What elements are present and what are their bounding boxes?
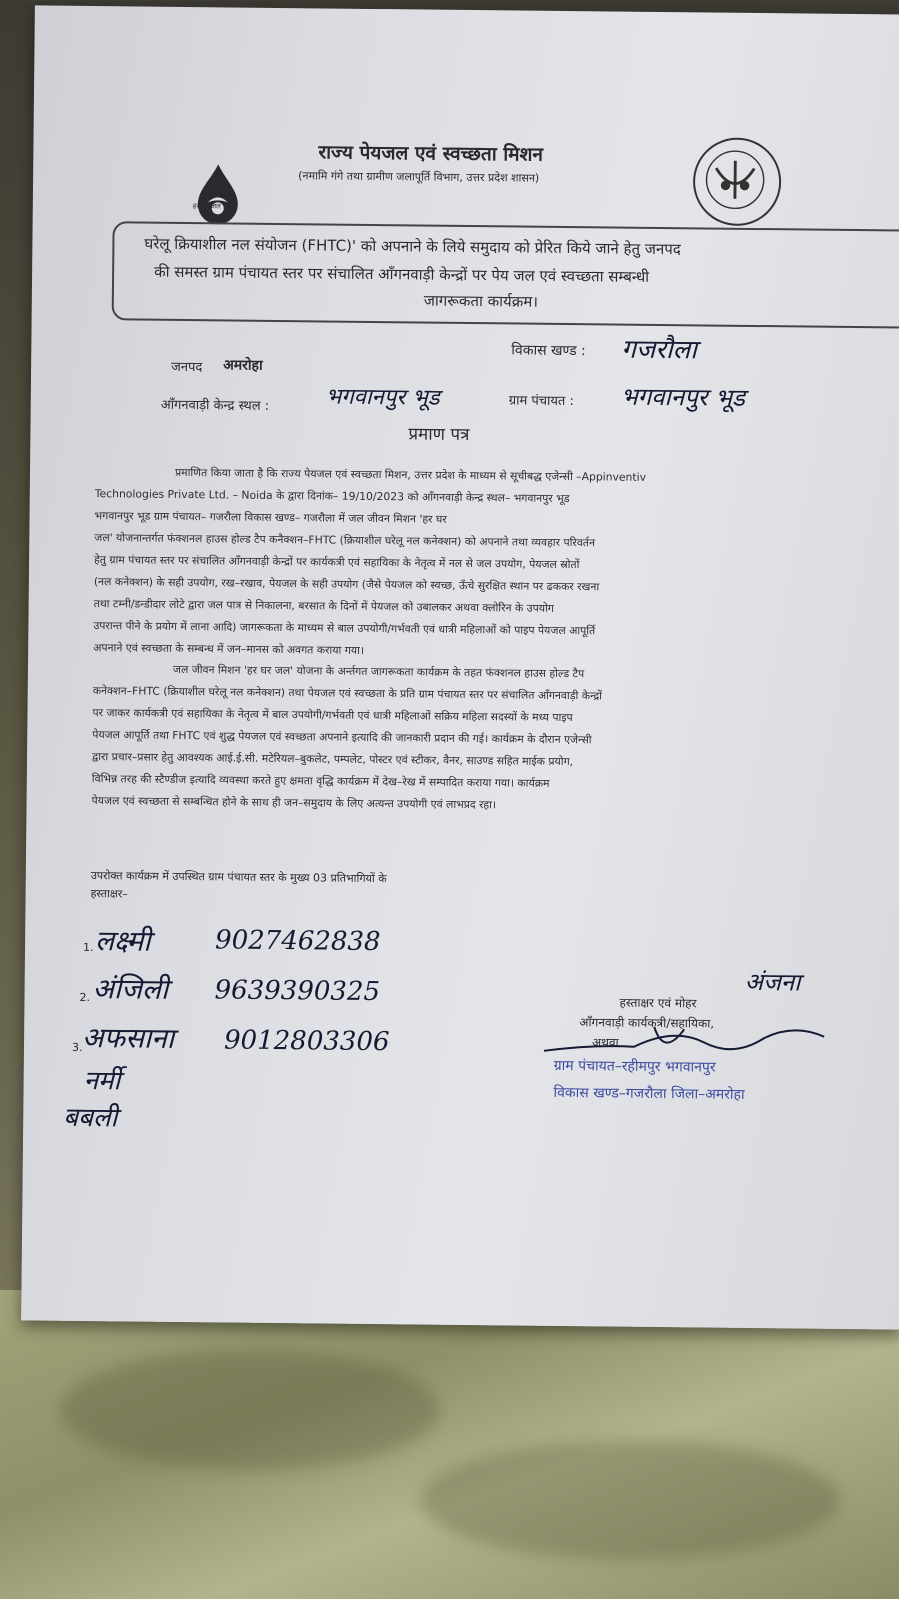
banner-line-2: की समस्त ग्राम पंचायत स्तर पर संचालित आँगनवाड़ी केन्द्रों पर पेय जल एवं स्वच्छता सम्बन्धी <box>154 262 650 286</box>
para1-line: जल' योजनान्तर्गत फंक्शनल हाउस होल्ड टैप कनैक्शन–FHTC (क्रियाशील घरेलू नल कनेक्शन) को अपनाने तथा व्यवहार परिवर्तन <box>94 531 596 550</box>
janpad-label: जनपद <box>171 359 203 376</box>
para2-line: पेयजल आपूर्ति तथा FHTC एवं शुद्ध पेयजल एवं स्वच्छता अपनाने इत्यादि की जानकारी प्रदान की गई। कार्यक्रम के दौरान एजेन्सी <box>92 728 592 747</box>
para1-line: अपनाने एवं स्वच्छता के सम्बन्ध में जन–मानस को अवगत कराया गया। <box>93 641 365 657</box>
certificate-paper <box>21 5 899 1329</box>
para1-line: भगवानपुर भूड ग्राम पंचायत– गजरौला विकास खण्ड– गजरौला में जल जीवन मिशन 'हर घर <box>94 509 447 526</box>
stamp-line-2: विकास खण्ड–गजरौला जिला–अमरोहा <box>553 1084 745 1103</box>
program-banner <box>112 221 899 328</box>
logo-left-caption: हर घर जल <box>192 202 221 211</box>
header-subtitle: (नमामि गंगे तथा ग्रामीण जलापूर्ति विभाग, उत्तर प्रदेश शासन) <box>298 169 540 185</box>
para1-line: प्रमाणित किया जाता है कि राज्य पेयजल एवं स्वच्छता मिशन, उत्तर प्रदेश के माध्यम से सूचीबद्ध एजेन्सी –Appinventiv <box>174 465 647 484</box>
para1-line: हेतु ग्राम पंचायत स्तर पर संचालित आँगनवाड़ी केन्द्रों पर कार्यकत्री एवं सहायिका के नेतृत्व में नल से जल उपयोग, पेयजल स्रोतों <box>94 553 580 572</box>
participant-name: अफसाना <box>81 1020 175 1055</box>
banner-line-3: जागरूकता कार्यक्रम। <box>423 291 539 311</box>
paragraph-2 <box>91 658 893 820</box>
participant-extra-1: नर्मी <box>83 1065 121 1097</box>
sign-role-2: अथवा <box>592 1035 619 1050</box>
cloth-fold <box>60 1350 440 1470</box>
para1-line: (नल कनेक्शन) के सही उपयोग, रख–रखाव, पेयजल के सही उपयोग (जैसे पेयजल को स्वच्छ, ऊँचे सुरक्षित स्थान पर ढककर रखना <box>93 575 600 594</box>
participant-name: अंजिली <box>92 972 169 1006</box>
cloth-fold <box>420 1440 840 1560</box>
para2-line: द्वारा प्रचार–प्रसार हेतु आवश्यक आई.ई.सी. मटेरियल–बुकलेट, पम्पलेट, पोस्टर एवं स्टीकर, वैनर, साउण्ड सहित माईक प्रयोग, <box>91 750 574 769</box>
participant-number: 3. <box>71 1040 83 1054</box>
participant-phone: 9012803306 <box>223 1025 390 1058</box>
gram-panchayat-value: भगवानपुर भूड <box>620 382 746 412</box>
participant-extra-2: बबली <box>63 1102 118 1134</box>
paragraph-1 <box>93 461 895 667</box>
signatures-intro-line-1: उपरोक्त कार्यक्रम में उपस्थित ग्राम पंचायत स्तर के मुख्य 03 प्रतिभागियों के <box>90 869 387 886</box>
participant-number: 2. <box>79 990 91 1005</box>
para2-line: जल जीवन मिशन 'हर घर जल' योजना के अर्न्तगत जागरूकता कार्यक्रम के तहत फंक्शनल हाउस होल्ड टैप <box>172 662 585 681</box>
para1-line: उपरान्त पीने के प्रयोग में लाना आदि) जागरूकता के माध्यम से बाल उपयोगी/गर्भवती एवं धात्री महिलाओं को पाइप पेयजल आपूर्ति <box>93 619 596 638</box>
sign-label: हस्ताक्षर एवं मोहर <box>619 995 697 1011</box>
header-title: राज्य पेयजल एवं स्वच्छता मिशन <box>318 141 544 166</box>
participant-name: लक्ष्मी <box>94 924 151 958</box>
para2-line: पेयजल एवं स्वच्छता से सम्बन्धित होने के साथ ही जन–समुदाय के लिए अत्यन्त उपयोगी एवं लाभप्रद रहा। <box>91 794 497 812</box>
para2-line: कनेक्शन–FHTC (क्रियाशील घरेलू नल कनेक्शन) तथा पेयजल एवं स्वच्छता के प्रति ग्राम पंचायत स्तर पर संचालित आँगनवाड़ी केन्द्रों <box>92 684 602 703</box>
emblem-icon <box>695 139 776 220</box>
vikas-khand-value: गजरौला <box>621 334 698 366</box>
para1-line: Technologies Private Ltd. – Noida के द्वारा दिनांक– 19/10/2023 को आँगनवाड़ी केन्द्र स्थल– भगवानपुर भूड <box>94 487 570 506</box>
up-government-emblem-icon <box>693 137 782 226</box>
participant-number: 1. <box>82 940 94 955</box>
para2-line: पर जाकर कार्यकत्री एवं सहायिका के नेतृत्व में बाल उपयोगी/गर्भवती एवं धात्री महिलाओं सक्रिय महिला सदस्यों के मध्य पाइप <box>92 706 573 725</box>
anganwadi-label: आँगनवाड़ी केन्द्र स्थल : <box>160 397 270 414</box>
anganwadi-value: भगवानपुर भूड <box>325 384 440 411</box>
gram-panchayat-label: ग्राम पंचायत : <box>508 393 574 410</box>
vikas-khand-label: विकास खण्ड : <box>511 342 586 360</box>
cloth-background <box>0 1290 899 1599</box>
signatures-intro-line-2: हस्ताक्षर– <box>90 887 128 901</box>
para2-line: विभिन्न तरह की स्टैण्डीज इत्यादि व्यवस्था करते हुए क्षमता वृद्धि कार्यक्रम में देख–रेख में सम्पादित कराया गया। कार्यक्रम <box>91 772 550 790</box>
sign-role: आँगनवाड़ी कार्यकत्री/सहायिका, <box>579 1015 715 1031</box>
banner-line-1: घरेलू क्रियाशील नल संयोजन (FHTC)' को अपनाने के लिये समुदाय को प्रेरित किये जाने हेतु जनपद <box>144 234 681 259</box>
certificate-title: प्रमाण पत्र <box>408 424 470 446</box>
janpad-value: अमरोहा <box>223 357 263 374</box>
participant-phone: 9027462838 <box>214 925 381 958</box>
para1-line: तथा टम्नी/डन्डीदार लोटे द्वारा जल पात्र से निकालना, बरसात के दिनों में पेयजल को उबालकर अथवा क्लोरिन के उपयोग <box>93 597 554 615</box>
signer-name-handwritten: अंजना <box>744 967 801 997</box>
participant-phone: 9639390325 <box>214 975 381 1008</box>
stamp-line-1: ग्राम पंचायत–रहीमपुर भगवानपुर <box>553 1057 716 1076</box>
